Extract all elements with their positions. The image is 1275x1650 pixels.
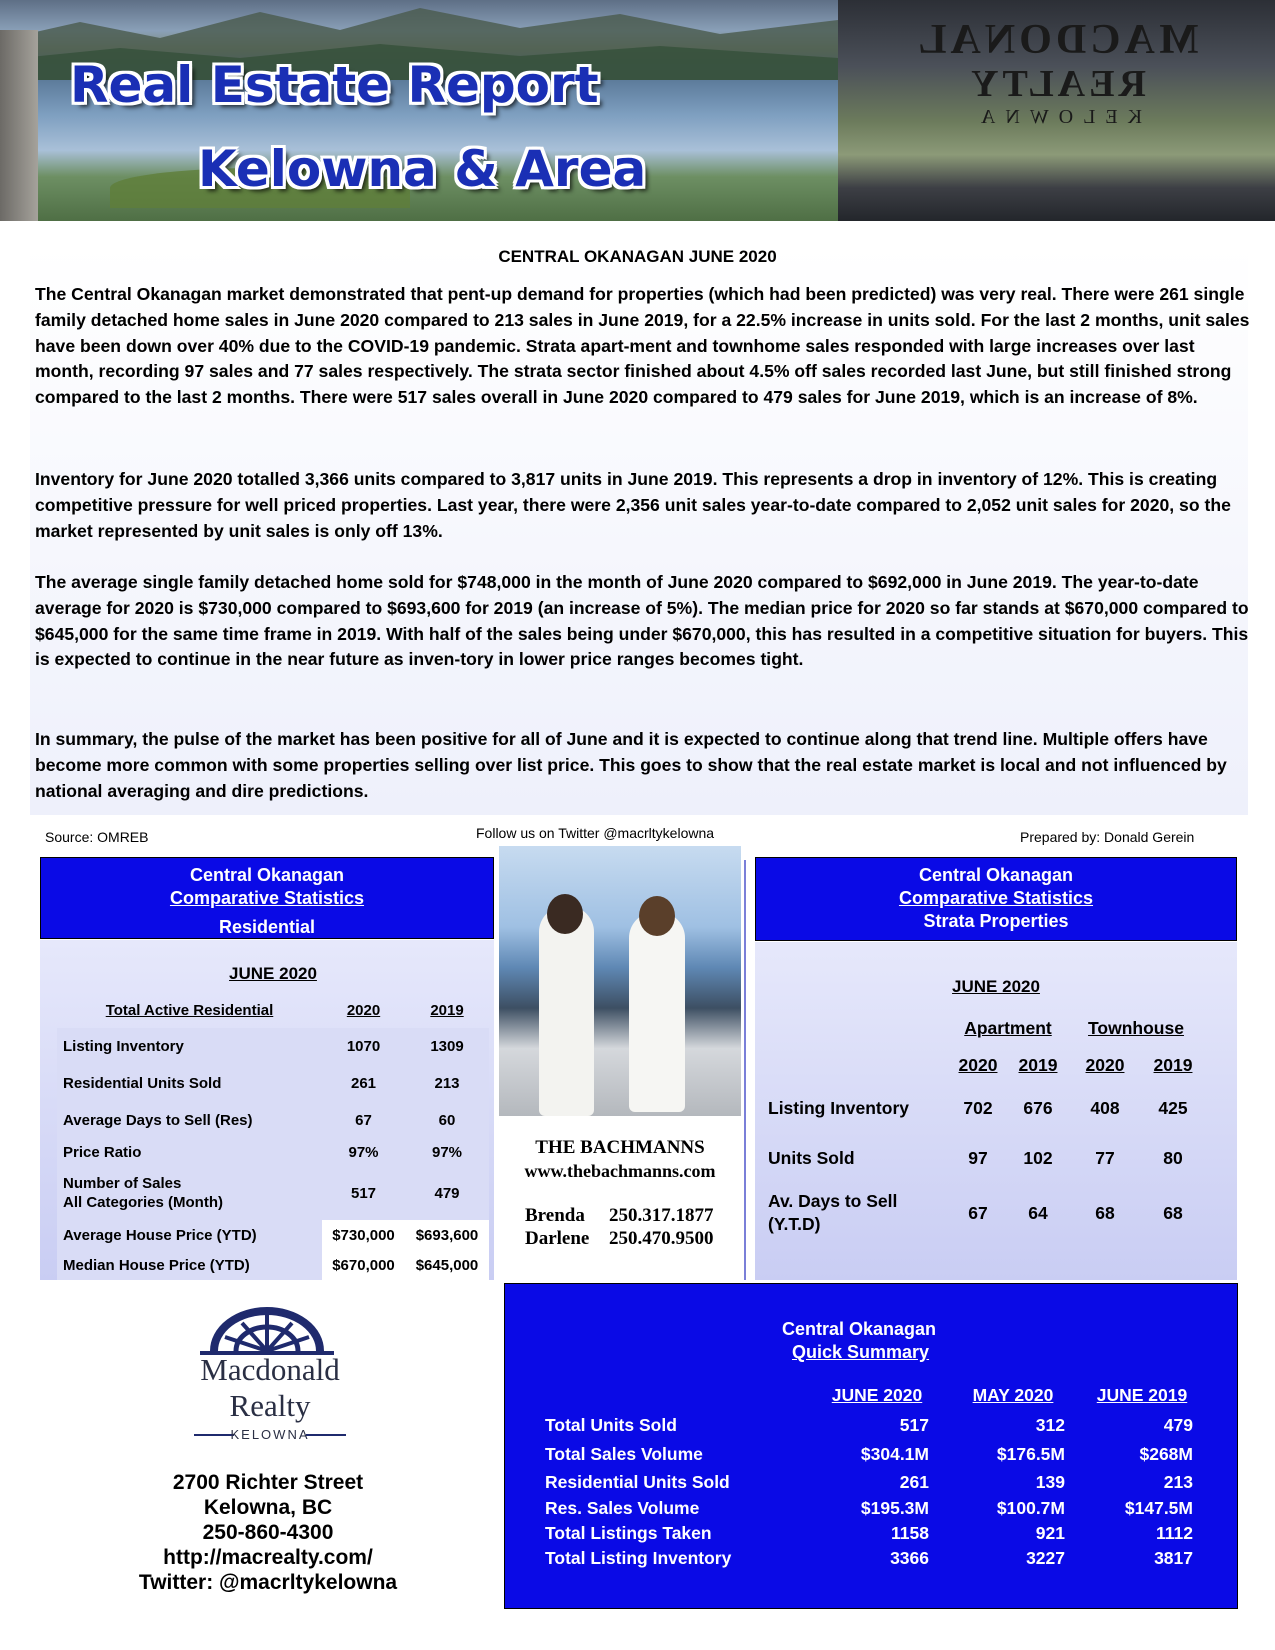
value-2019: 479 [434, 1184, 460, 1202]
row-label: Average House Price (YTD) [63, 1226, 257, 1244]
agent-figure-darlene [629, 912, 685, 1112]
table-row [545, 1521, 1205, 1546]
value-2020: $730,000 [322, 1220, 405, 1250]
value-2020: 67 [355, 1111, 372, 1129]
office-address: 2700 Richter Street [172, 1471, 364, 1494]
table-row [57, 1138, 489, 1166]
row-label: Total Listing Inventory [545, 1548, 732, 1568]
value-june-2019: $268M [1139, 1443, 1193, 1464]
row-label-line2: All Categories (Month) [63, 1194, 223, 1211]
row-label: Total Listings Taken [545, 1523, 712, 1543]
apt-value-2020: 67 [968, 1202, 988, 1223]
office-contact-block [68, 1470, 468, 1595]
row-label: Listing Inventory [768, 1097, 909, 1118]
column-divider [744, 860, 746, 1280]
value-2020: 261 [350, 1074, 377, 1092]
table-row [545, 1439, 1205, 1469]
col-june-2019: JUNE 2019 [1096, 1384, 1188, 1405]
strata-group-row [768, 1010, 1204, 1046]
table-row [57, 1220, 489, 1250]
col-2019: 2019 [430, 1001, 464, 1019]
col-may-2020: MAY 2020 [972, 1384, 1054, 1405]
residential-header-line2: Comparative Statistics [169, 888, 365, 908]
row-label: Price Ratio [63, 1143, 142, 1161]
strata-year-row [768, 1046, 1204, 1084]
agent2-phone: 250.470.9500 [609, 1228, 714, 1249]
row-label: Residential Units Sold [63, 1074, 222, 1092]
value-may-2020: $176.5M [996, 1443, 1065, 1464]
group-townhouse: Townhouse [1088, 1017, 1184, 1038]
value-june-2019: 479 [1163, 1415, 1193, 1435]
value-2020: 1070 [346, 1037, 381, 1055]
table-row [545, 1469, 1205, 1496]
row-label: Listing Inventory [63, 1037, 184, 1055]
logo-text-realty: Realty [229, 1388, 311, 1423]
value-2019: 97% [431, 1143, 463, 1161]
row-label [768, 1184, 948, 1242]
value-june-2019: 1112 [1156, 1523, 1193, 1543]
office-phone: 250-860-4300 [202, 1521, 334, 1544]
paragraph-3: The average single family detached home sold for $748,000 in the month of June 2020 compared to $692,000 in June 2019. The year-to-date average for 2020 is $730,000 compared to $693,600 for 2019 (an increase of 5%). The median price for 2020 so far stands at $670,000 compared to $645,000 for the same time frame in 2019. With half of the sales being under $670,000, this has resulted in a competitive situation for buyers. This is expected to continue in the near future as inven-tory in lower price ranges becomes tight. [35, 572, 1249, 670]
agent-head-brenda [547, 894, 583, 934]
value-june-2019: 3817 [1154, 1548, 1193, 1568]
col-2020: 2020 [346, 1001, 381, 1019]
blank-cell [545, 1378, 807, 1412]
th-col-2020: 2020 [1085, 1054, 1125, 1075]
row-label [57, 1166, 322, 1220]
window-lettering-3: KELOWNA [970, 106, 1143, 128]
strata-header-line3: Strata Properties [923, 911, 1069, 931]
value-june-2020: 3366 [890, 1548, 929, 1568]
agents-name: THE BACHMANNS [535, 1137, 705, 1158]
paragraph-2: Inventory for June 2020 totalled 3,366 units compared to 3,817 units in June 2019. This represents a drop in inventory of 12%. This is creating competitive pressure for well priced properties. Last year, there were 2,356 unit sales year-to-date compared to 2,052 unit sales for 2020, so the market represented by unit sales is only off 13%. [35, 469, 1231, 541]
th-value-2020: 77 [1095, 1147, 1115, 1168]
apt-value-2020: 702 [963, 1097, 993, 1118]
blank-cell [768, 1046, 948, 1084]
row-label: Total Sales Volume [545, 1443, 703, 1464]
value-june-2020: $304.1M [860, 1443, 929, 1464]
quick-summary-header-row [545, 1378, 1205, 1412]
th-value-2020: 408 [1090, 1097, 1120, 1118]
row-label-line1: Av. Days to Sell [768, 1191, 898, 1211]
residential-header-line3: Residential [218, 917, 316, 937]
paragraph-1: The Central Okanagan market demonstrated that pent-up demand for properties (which had been predicted) was very real. There were 261 single family detached home sales in June 2020 compared to 213 sales in June 2019, for a 22.5% increase in units sold. For the last 2 months, unit sales have been down over 40% due to the COVID-19 pandemic. Strata apart-ment and townhome sales responded with large increases over last month, recording 97 sales and 77 sales respectively. The strata sector finished about 4.5% off sales recorded last June, but still finished strong compared to the last 2 months. There were 517 sales overall in June 2020 compared to 479 sales for June 2019, which is an increase of 8%. [35, 284, 1250, 408]
apt-value-2020: 97 [968, 1147, 988, 1168]
table-row [545, 1546, 1205, 1571]
table-row [57, 1102, 489, 1138]
apt-col-2020: 2020 [958, 1054, 998, 1075]
row-label: Units Sold [768, 1147, 855, 1168]
value-june-2020: 261 [899, 1472, 929, 1492]
value-2019: 213 [434, 1074, 460, 1092]
office-website[interactable]: http://macrealty.com/ [163, 1546, 373, 1569]
residential-header-row [57, 992, 489, 1028]
agents-photo [499, 846, 741, 1116]
table-row [57, 1250, 489, 1280]
strata-header [755, 857, 1237, 941]
row-label-line1: Number of Sales [63, 1175, 182, 1192]
agent-figure-brenda [539, 906, 594, 1116]
residential-header [40, 857, 494, 939]
apt-value-2019: 102 [1023, 1147, 1053, 1168]
col-total-active-residential: Total Active Residential [105, 1001, 274, 1019]
strata-table [768, 1010, 1204, 1242]
value-may-2020: 139 [1035, 1472, 1065, 1492]
report-title: Real Estate Report [70, 56, 599, 114]
value-june-2020: 517 [899, 1415, 929, 1435]
value-2019: 60 [438, 1111, 456, 1129]
value-june-2020: $195.3M [860, 1498, 929, 1518]
apt-value-2019: 64 [1028, 1202, 1048, 1223]
window-lettering-1: MACDONAL [914, 17, 1199, 63]
value-june-2019: $147.5M [1124, 1498, 1193, 1518]
logo-text-kelowna: KELOWNA [230, 1427, 310, 1442]
agent2-name: Darlene [525, 1228, 590, 1249]
value-2020: $670,000 [322, 1250, 405, 1280]
strata-period: JUNE 2020 [952, 977, 1040, 996]
office-window-photo [838, 0, 1275, 221]
row-label-line2: (Y.T.D) [768, 1214, 821, 1234]
window-lettering-2: REALTY [967, 63, 1146, 105]
report-subtitle: Kelowna & Area [198, 140, 647, 198]
col-june-2020: JUNE 2020 [831, 1384, 923, 1405]
apt-value-2019: 676 [1023, 1097, 1053, 1118]
table-row [57, 1028, 489, 1064]
residential-header-line1: Central Okanagan [189, 865, 345, 885]
agent1-phone: 250.317.1877 [609, 1205, 714, 1226]
value-may-2020: 921 [1035, 1523, 1065, 1543]
table-row [57, 1064, 489, 1102]
value-may-2020: 3227 [1026, 1548, 1065, 1568]
row-label: Average Days to Sell (Res) [63, 1111, 253, 1129]
value-may-2020: $100.7M [996, 1498, 1065, 1518]
residential-period: JUNE 2020 [229, 964, 317, 983]
strata-header-line2: Comparative Statistics [898, 888, 1094, 908]
value-2019: $645,000 [405, 1250, 489, 1280]
row-label: Res. Sales Volume [545, 1498, 700, 1518]
quick-summary-header-line1: Central Okanagan [782, 1319, 937, 1339]
agent-head-darlene [639, 896, 675, 936]
row-label: Total Units Sold [545, 1415, 677, 1435]
office-twitter[interactable]: Twitter: @macrltykelowna [138, 1571, 398, 1594]
value-2020: 97% [348, 1143, 379, 1161]
report-heading: CENTRAL OKANAGAN JUNE 2020 [498, 247, 777, 266]
strata-header-line1: Central Okanagan [918, 865, 1074, 885]
prepared-by: Prepared by: Donald Gerein [1020, 829, 1195, 845]
value-may-2020: 312 [1035, 1415, 1065, 1435]
value-2019: 1309 [430, 1037, 464, 1055]
quick-summary-table [545, 1378, 1205, 1571]
row-label: Median House Price (YTD) [63, 1256, 250, 1274]
agent1-name: Brenda [525, 1205, 585, 1226]
apt-col-2019: 2019 [1018, 1054, 1058, 1075]
quick-summary-header-line2: Quick Summary [792, 1342, 930, 1362]
row-label: Residential Units Sold [545, 1472, 730, 1492]
logo-text-macdonald: Macdonald [200, 1352, 340, 1387]
value-2019: $693,600 [405, 1220, 489, 1250]
macdonald-realty-logo-icon [192, 1305, 342, 1357]
th-value-2019: 425 [1158, 1097, 1188, 1118]
tower-building [0, 30, 38, 221]
agents-website[interactable]: www.thebachmanns.com [524, 1161, 716, 1181]
twitter-follow: Follow us on Twitter @macrltykelowna [476, 825, 715, 841]
paragraph-4: In summary, the pulse of the market has been positive for all of June and it is expected to continue along that trend line. Multiple offers have become more common with some properties selling over list price. This goes to show that the real estate market is local and not influenced by national averaging and dire predictions. [35, 729, 1227, 801]
header-banner [0, 0, 1275, 221]
th-value-2020: 68 [1095, 1202, 1115, 1223]
table-row [768, 1184, 1204, 1242]
value-2020: 517 [350, 1184, 377, 1202]
group-apartment: Apartment [964, 1017, 1052, 1038]
table-row [768, 1132, 1204, 1184]
table-row [545, 1496, 1205, 1521]
quick-summary-header [782, 1318, 1082, 1364]
th-value-2019: 80 [1163, 1147, 1183, 1168]
residential-table [57, 992, 489, 1280]
value-june-2020: 1158 [891, 1523, 929, 1543]
value-june-2019: 213 [1163, 1472, 1193, 1492]
table-row [768, 1084, 1204, 1132]
table-row [545, 1412, 1205, 1439]
office-city: Kelowna, BC [203, 1496, 333, 1519]
source-note: Source: OMREB [45, 829, 149, 845]
table-row [57, 1166, 489, 1220]
blank-cell [768, 1010, 948, 1046]
th-col-2019: 2019 [1153, 1054, 1193, 1075]
th-value-2019: 68 [1163, 1202, 1183, 1223]
